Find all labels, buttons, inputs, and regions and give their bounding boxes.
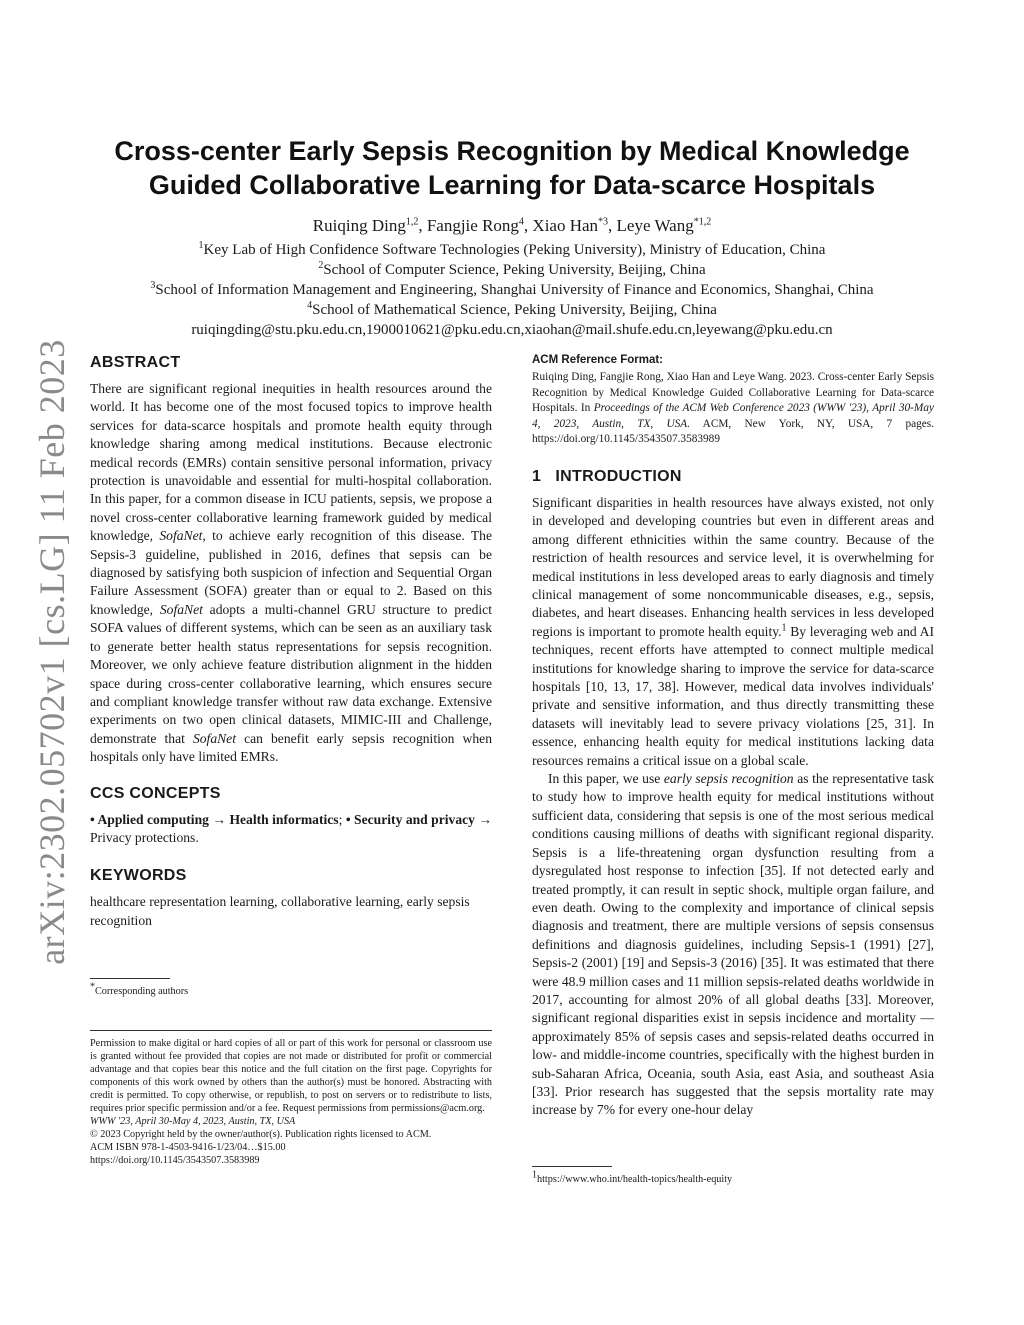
affiliation-sup: 4 <box>307 300 313 311</box>
intro-text: In this paper, we use <box>548 771 664 787</box>
author-name: , Fangjie Rong <box>418 216 519 235</box>
left-column <box>90 354 492 930</box>
affiliation-text: School of Information Management and Engineering, Shanghai University of Finance and Economics, Shanghai, China <box>155 282 874 298</box>
affiliation-line <box>90 280 934 300</box>
footnote-sup: 1 <box>532 1169 537 1181</box>
intro-paragraph-2 <box>532 770 934 1120</box>
ccs-concepts <box>90 811 492 848</box>
author-list <box>90 216 934 236</box>
footnote-marker: 1 <box>781 622 787 634</box>
venue-line: WWW '23, April 30-May 4, 2023, Austin, TX, USA <box>90 1116 296 1127</box>
method-name: SofaNet <box>159 528 203 544</box>
author-name: Ruiqing Ding <box>312 216 406 235</box>
affiliation-text: Key Lab of High Confidence Software Technologies (Peking University), Ministry of Education, China <box>203 242 826 258</box>
affiliation-line <box>90 240 934 260</box>
footnote-sup: * <box>90 981 95 993</box>
footnote-text: Corresponding authors <box>95 986 189 997</box>
ccs-term: • Security and privacy <box>345 811 475 827</box>
affiliation-sup: 3 <box>150 280 156 291</box>
keywords-text: healthcare representation learning, collaborative learning, early sepsis recognition <box>90 894 470 928</box>
ccs-term: Privacy protections. <box>90 829 199 845</box>
author-sup: *3 <box>598 216 609 228</box>
doi-link[interactable]: https://doi.org/10.1145/3543507.3583989 <box>90 1155 260 1166</box>
author-sup: 4 <box>518 216 524 228</box>
affiliation-text: School of Computer Science, Peking University, Beijing, China <box>323 262 706 278</box>
abstract-text: can benefit early sepsis recognition when hospitals only have limited EMRs. <box>90 730 492 765</box>
title-line-2: Guided Collaborative Learning for Data-scarce Hospitals <box>148 170 876 200</box>
method-name: SofaNet <box>159 601 203 617</box>
ccs-heading: CCS CONCEPTS <box>90 784 221 802</box>
author-sup: *1,2 <box>693 216 712 228</box>
acm-reference-text <box>532 370 934 448</box>
footnote-rule <box>532 1166 612 1167</box>
method-name: SofaNet <box>192 730 236 746</box>
task-name: early sepsis recognition <box>663 771 794 787</box>
affiliation-line <box>90 300 934 320</box>
author-name: , Leye Wang <box>608 216 694 235</box>
abstract-text: There are significant regional inequities in health resources around the world. It has become one of the most focused topics to improve health services for data-scarce hospitals and promote health equity through knowledge sharing among medical institutions. Because electronic medical records (EMRs) contain sensitive personal information, privacy protection is unavoidable and essential for multi-hospital collaboration. In this paper, for a common disease in ICU patients, sepsis, we propose a novel cross-center collaborative learning framework guided by medical knowledge, <box>90 381 492 544</box>
corresponding-footnote <box>90 978 492 998</box>
right-column <box>532 354 934 1120</box>
affiliation-text: School of Mathematical Science, Peking University, Beijing, China <box>312 302 717 318</box>
copyright-line: © 2023 Copyright held by the owner/author(s). Publication rights licensed to ACM. <box>90 1129 432 1140</box>
paper-title <box>90 134 934 202</box>
intro-paragraph-1 <box>532 494 934 770</box>
affiliation-sup: 2 <box>318 260 324 271</box>
acm-reference-format <box>532 354 934 448</box>
introduction-heading: 1 INTRODUCTION <box>532 467 682 485</box>
author-emails: ruiqingding@stu.pku.edu.cn,1900010621@pku.edu.cn,xiaohan@mail.shufe.edu.cn,leyewang@pku.edu.cn <box>191 322 833 338</box>
footnote-rule <box>90 978 170 979</box>
ccs-separator: ; <box>338 811 346 827</box>
ccs-arrow: → <box>474 811 493 827</box>
ccs-term: • Applied computing <box>90 811 209 827</box>
acm-reference-heading: ACM Reference Format: <box>532 354 663 366</box>
ccs-arrow: → <box>208 811 230 827</box>
author-name: , Xiao Han <box>523 216 599 235</box>
ccs-term: Health informatics <box>229 811 339 827</box>
abstract-body <box>90 380 492 767</box>
abstract-heading: ABSTRACT <box>90 354 181 371</box>
keywords-heading: KEYWORDS <box>90 867 187 885</box>
permission-block <box>90 1030 492 1167</box>
abstract-text: adopts a multi-channel GRU structure to predict SOFA values of different systems, which can be seen as an auxiliary task to generate better health status representations for sepsis recognition. Moreover, we only achieve feature distribution alignment in the hidden space during cross-center collaborative learning, which ensures secure and compliant knowledge transfer without raw data exchange. Extensive experiments on two open clinical datasets, MIMIC-III and Challenge, demonstrate that <box>90 601 492 746</box>
isbn-line: ACM ISBN 978-1-4503-9416-1/23/04…$15.00 <box>90 1142 286 1153</box>
abstract-text: , to achieve early recognition of this disease. The Sepsis-3 guideline, published in 2016, defines that sepsis can be diagnosed by satisfying both suspicion of infection and Sequential Organ Failure Assessment (SOFA) greater than or equal to 2. Based on this knowledge, <box>90 528 492 617</box>
intro-text: Significant disparities in health resources have always existed, not only in developed and developing countries but even in different areas and among different ethnicities within the same country. Because of the restriction of health resources and service level, it is overwhelming for medical institutions in less developed areas to early diagnosis and timely clinical management of some noncommunicable diseases, e.g., sepsis, diabetes, and heart diseases. Enhancing health services in less developed regions is important to promote health equity. <box>532 494 934 639</box>
affiliation-sup: 1 <box>198 240 204 251</box>
reference-venue: Proceedings of the ACM Web Conference 2023 (WWW '23), April 30-May 4, 2023, Austin, TX, USA. <box>532 402 934 430</box>
affiliation-line <box>90 260 934 280</box>
reference-text: Ruiqing Ding, Fangjie Rong, Xiao Han and Leye Wang. 2023. Cross-center Early Sepsis Recognition by Medical Knowledge Guided Collaborative Learning for Data-scarce Hospitals. In <box>532 371 934 415</box>
footnote-url[interactable]: https://www.who.int/health-topics/health-equity <box>537 1174 733 1185</box>
url-footnote <box>532 1166 934 1186</box>
permission-text: Permission to make digital or hard copies of all or part of this work for personal or classroom use is granted without fee provided that copies are not made or distributed for profit or commercial advantage and that copies bear this notice and the full citation on the first page. Copyrights for components of this work owned by others than the author(s) must be honored. Abstracting with credit is permitted. To copy otherwise, or republish, to post on servers or to redistribute to lists, requires prior specific permission and/or a fee. Request permissions from permissions@acm.org. <box>90 1038 492 1114</box>
arxiv-identifier-stamp: arXiv:2302.05702v1 [cs.LG] 11 Feb 2023 <box>32 339 72 965</box>
intro-text: as the representative task to study how to improve health equity for medical institutions without sufficient data, considering that sepsis is one of the most serious medical conditions causing millions of deaths with significant regional disparity. Sepsis is a life-threatening organ dysfunction resulting from a dysregulated host response to infection [35]. If not detected early and treated promptly, it can result in septic shock, multiple organ failure, and even death. Owing to the complexity and importance of clinical sepsis diagnosis and treatment, there are multiple versions of sepsis consensus definitions and diagnosis guidelines, including Sepsis-1 (1991) [27], Sepsis-2 (2001) [19] and Sepsis-3 (2016) [35]. It was estimated that there were 48.9 million cases and 11 million sepsis-related deaths worldwide in 2017, accounting for almost 20% of all global deaths [33]. Moreover, significant regional disparities exist in sepsis incidence and mortality — approximately 85% of sepsis cases and sepsis-related deaths occurred in low- and middle-income countries, specifically with the highest burden in sub-Saharan Africa, Oceania, south Asia, east Asia, and southeast Asia [33]. Prior research has suggested that the sepsis mortality rate may increase by 7% for every one-hour delay <box>532 771 934 1118</box>
permission-rule <box>90 1030 492 1031</box>
author-sup: 1,2 <box>405 216 419 228</box>
reference-text: ACM, New York, NY, USA, 7 pages. https://doi.org/10.1145/3543507.3583989 <box>532 417 934 446</box>
title-line-1: Cross-center Early Sepsis Recognition by Medical Knowledge <box>114 136 910 166</box>
intro-text: By leveraging web and AI techniques, recent efforts have attempted to connect multiple medical institutions for knowledge sharing to improve the service for data-scarce hospitals [10, 13, 17, 38]. However, medical data involves individuals' private and sensitive information, and thus directly transmitting these datasets will inevitably lead to severe privacy violations [25, 31]. In essence, enhancing health equity for medical institutions lacking data resources remains a critical issue on a global scale. <box>532 623 934 768</box>
affiliations <box>90 240 934 340</box>
